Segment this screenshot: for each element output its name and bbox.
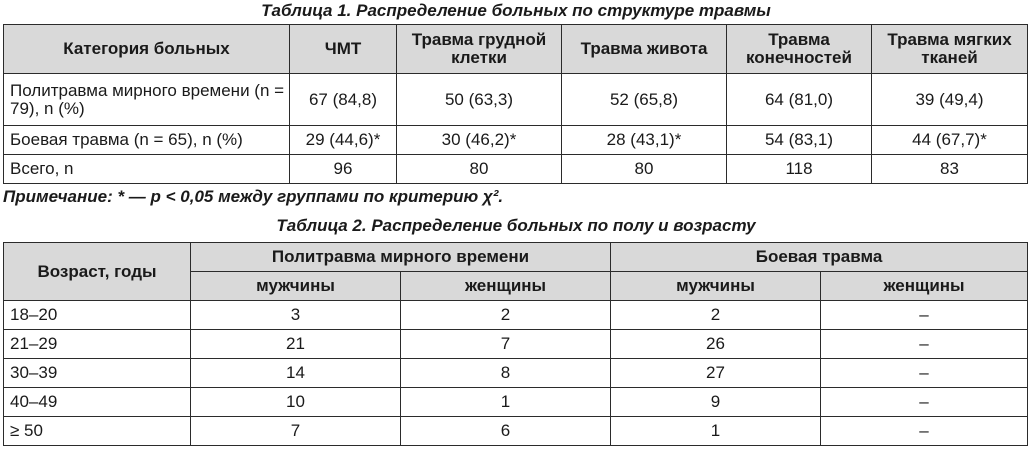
table-cell: 50 (63,3) (397, 74, 562, 126)
table-cell: 1 (401, 388, 611, 417)
age-label: ≥ 50 (4, 417, 191, 446)
table-row (4, 155, 1028, 184)
table-cell: 64 (81,0) (727, 74, 872, 126)
table-row (4, 74, 1028, 126)
age-label: 18–20 (4, 301, 191, 330)
row-label: Всего, n (4, 155, 290, 184)
table-cell: 10 (191, 388, 401, 417)
table-cell: 96 (290, 155, 397, 184)
table-row (4, 417, 1028, 446)
table2-subheader-women: женщины (821, 272, 1028, 301)
table-cell: 3 (191, 301, 401, 330)
table-row (4, 359, 1028, 388)
table-row (4, 126, 1028, 155)
table-cell: 8 (401, 359, 611, 388)
table-cell: 80 (397, 155, 562, 184)
table-cell: 67 (84,8) (290, 74, 397, 126)
table-cell: 27 (611, 359, 821, 388)
table-cell: 7 (191, 417, 401, 446)
table1-header-abdomen: Травма живота (562, 25, 727, 74)
table2-subheader-men: мужчины (191, 272, 401, 301)
table2-subheader-men: мужчины (611, 272, 821, 301)
row-label: Политравма мирного времени (n = 79), n (%) (4, 74, 290, 126)
table-cell: 21 (191, 330, 401, 359)
table-row (4, 330, 1028, 359)
age-label: 40–49 (4, 388, 191, 417)
table2-subheader-women: женщины (401, 272, 611, 301)
table2 (3, 242, 1028, 446)
table-cell: 28 (43,1)* (562, 126, 727, 155)
row-label: Боевая травма (n = 65), n (%) (4, 126, 290, 155)
table-cell: 118 (727, 155, 872, 184)
table1 (3, 24, 1028, 184)
table1-header-chest: Травма грудной клетки (397, 25, 562, 74)
table-cell: – (821, 359, 1028, 388)
table-cell: 6 (401, 417, 611, 446)
table1-header-soft-tissue: Травма мягких тканей (872, 25, 1028, 74)
age-label: 21–29 (4, 330, 191, 359)
table-cell: – (821, 301, 1028, 330)
table2-group-combat: Боевая травма (611, 243, 1028, 272)
table-cell: – (821, 330, 1028, 359)
age-label: 30–39 (4, 359, 191, 388)
table1-header-limbs: Травма конечностей (727, 25, 872, 74)
table1-caption: Таблица 1. Распределение больных по структуре травмы (261, 1, 771, 20)
table1-header-tbi: ЧМТ (290, 25, 397, 74)
table1-header-row (4, 25, 1028, 74)
table1-header-category: Категория больных (4, 25, 290, 74)
table-row (4, 388, 1028, 417)
table2-group-peacetime: Политравма мирного времени (191, 243, 611, 272)
table-cell: 7 (401, 330, 611, 359)
table-cell: 83 (872, 155, 1028, 184)
table-cell: – (821, 417, 1028, 446)
table-cell: 2 (611, 301, 821, 330)
table-cell: 29 (44,6)* (290, 126, 397, 155)
table-cell: 30 (46,2)* (397, 126, 562, 155)
table-cell: 39 (49,4) (872, 74, 1028, 126)
table-cell: – (821, 388, 1028, 417)
table-cell: 44 (67,7)* (872, 126, 1028, 155)
table-cell: 14 (191, 359, 401, 388)
table-cell: 54 (83,1) (727, 126, 872, 155)
table-cell: 9 (611, 388, 821, 417)
table1-note: Примечание: * — p < 0,05 между группами по критерию χ². (3, 187, 504, 206)
table-cell: 52 (65,8) (562, 74, 727, 126)
table-row (4, 301, 1028, 330)
table2-header-age: Возраст, годы (4, 243, 191, 301)
table-cell: 2 (401, 301, 611, 330)
table-cell: 80 (562, 155, 727, 184)
table2-header-row (4, 243, 1028, 272)
table2-caption: Таблица 2. Распределение больных по полу и возрасту (276, 216, 756, 235)
table-cell: 26 (611, 330, 821, 359)
table-cell: 1 (611, 417, 821, 446)
